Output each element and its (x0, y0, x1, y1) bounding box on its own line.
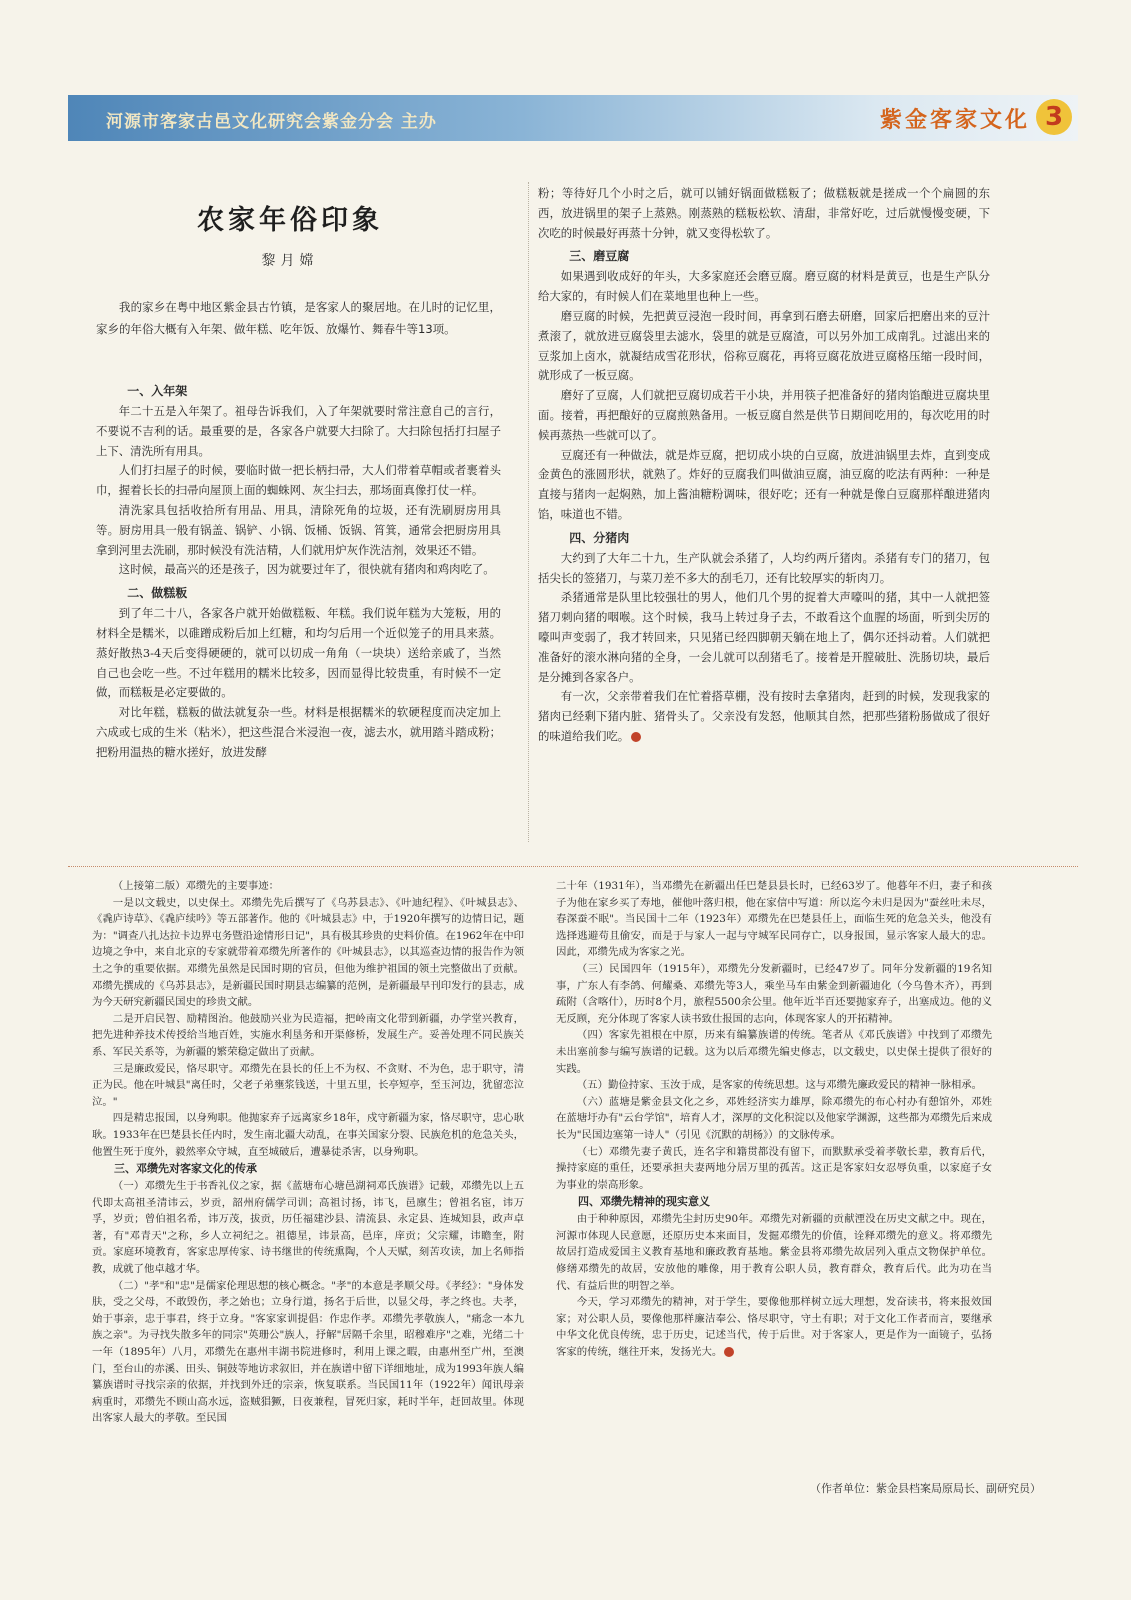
paragraph: 三是廉政爱民，恪尽职守。邓缵先在县长的任上不为权、不贪财、不为色，忠于职守，清正为民。他在叶城县"离任时，父老子弟壅浆钱送，十里五里，长亭短亭，至玉河边，犹留恋泣泣。" (92, 1062, 524, 1108)
paragraph-text: 今天，学习邓缵先的精神，对于学生，要像他那样树立远大理想，发奋读书，将来报效国家；对公职人员，要像他那样廉洁奉公、恪尽职守，守土有职；对于文化工作者而言，要继承中华文化优良传统，忠于历史，记述当代，传于后世。对于客家人，更是作为一面镜子，弘扬客家的传统，继往开来，发扬光大。 (556, 1296, 992, 1359)
paragraph: （六）蓝塘是紫金县文化之乡，邓姓经济实力雄厚，除邓缵先的布心村办有憩馆外，邓姓在蓝塘圩办有"云台学馆"，培育人才，深厚的文化积淀以及他家学渊源，这些都为邓缵先后来成长为"民国边塞第一诗人"（引见《沉默的胡杨》）的文脉传承。 (556, 1095, 992, 1141)
paragraph: 对比年糕，糕粄的做法就复杂一些。材料是根据糯米的软硬程度而决定加上六成或七成的生米（粘米），把这些混合米浸泡一夜，滤去水，就用踏斗踏成粉；把粉用温热的糖水搓好，放进发酵 (96, 705, 501, 759)
section-heading: 三、邓缵先对客家文化的传承 (114, 1162, 257, 1176)
paragraph: 到了年二十八，各家各户就开始做糕粄、年糕。我们说年糕为大笼粄，用的材料全是糯米，以碓蹭成粉后加上红糖，和均匀后用一个近似笼子的用具来蒸。蒸好散热3-4天后变得硬硬的，就可以切成一角角（一块块）送给亲戚了，当然自己也会吃一些。不过年糕用的糯米比较多，因而显得比较贵重，有时候不一定做，而糕粄是必定要做的。 (96, 606, 501, 700)
paragraph: 人们打扫屋子的时候，要临时做一把长柄扫帚，大人们带着草帽或者裹着头巾，握着长长的扫帚向屋顶上面的蜘蛛网、灰尘扫去，那场面真像打仗一样。 (96, 463, 501, 498)
article1-right-column (538, 184, 990, 856)
paragraph: 年二十五是入年架了。祖母告诉我们，入了年架就要时常注意自己的言行，不要说不吉利的话。最重要的是，各家各户就要大扫除了。大扫除包括打扫屋子上下、清洗所有用具。 (96, 404, 501, 458)
lead-line: （上接第二版）邓缵先的主要事迹： (112, 880, 280, 892)
article-intro (96, 296, 501, 340)
intro-paragraph: 我的家乡在粤中地区紫金县古竹镇，是客家人的聚居地。在儿时的记忆里，家乡的年俗大概有入年架、做年糕、吃年饭、放爆竹、舞春牛等13项。 (96, 300, 501, 336)
column-separator (528, 182, 529, 842)
page-header-band (68, 95, 1078, 141)
publication-title: 紫金客家文化 (879, 107, 1030, 133)
paragraph: 磨好了豆腐，人们就把豆腐切成若干小块，并用筷子把准备好的猪肉馅酿进豆腐块里面。接着，再把酿好的豆腐煎熟备用。一板豆腐自然是供节日期间吃用的，每次吃用的时候再蒸热一些就可以了。 (538, 388, 990, 442)
paragraph: 由于种种原因，邓缵先尘封历史90年。邓缵先对新疆的贡献湮没在历史文献之中。现在，河源市体现人民意愿，还原历史本来面目，发掘邓缵先的价值，诠释邓缵先的意义。将邓缵先故居打造成爱国主义教育基地和廉政教育基地。紫金县将邓缵先故居列入重点文物保护单位。修缮邓缵先的故居，安放他的雕像，用于教育公职人员，教育群众，教育后代。此为功在当代、有益后世的明智之举。 (556, 1213, 992, 1292)
section-heading: 四、分猪肉 (569, 530, 630, 545)
paragraph: 杀猪通常是队里比较强壮的男人，他们几个男的捉着大声嚎叫的猪，其中一人就把签猪刀刺向猪的咽喉。这个时候，我马上转过身子去，不敢看这个血腥的场面，听到尖厉的嚎叫声变弱了，我才转回来，只见猪已经四脚朝天躺在地上了，偶尔还抖动着。人们就把准备好的滚水淋向猪的全身，一会儿就可以刮猪毛了。接着是开膛破肚、洗肠切块，最后是分摊到各家各户。 (538, 590, 990, 684)
article2-left-column (92, 878, 524, 1468)
article-title: 农家年俗印象 (197, 205, 383, 236)
paragraph: （五）勤俭持家、玉汝于成，是客家的传统思想。这与邓缵先廉政爱民的精神一脉相承。 (576, 1079, 983, 1092)
section-heading: 一、入年架 (127, 384, 188, 398)
end-mark-icon (724, 1347, 734, 1357)
article2-right-column (556, 878, 992, 1468)
paragraph-text: 有一次，父亲带着我们在忙着搭草棚，没有按时去拿猪肉，赶到的时候，发现我家的猪肉已经剩下猪内脏、猪骨头了。父亲没有发怒，他顺其自然，把那些猪粉肠做成了很好的味道给我们吃。 (538, 689, 990, 743)
paragraph: （四）客家先祖根在中原，历来有编纂族谱的传统。笔者从《邓氏族谱》中找到了邓缵先未出塞前参与编写族谱的记载。这为以后邓缵先编史修志，以文载史，以史保土提供了很好的实践。 (556, 1029, 992, 1075)
paragraph (556, 1294, 992, 1360)
author-affiliation: （作者单位：紫金县档案局原局长、副研究员） (810, 1482, 1041, 1495)
article1-left-column (96, 378, 501, 864)
page-number-badge: 3 (1036, 99, 1072, 135)
paragraph: 粉；等待好几个小时之后，就可以铺好锅面做糕粄了；做糕粄就是搓成一个个扁圆的东西，放进锅里的架子上蒸熟。刚蒸熟的糕粄松软、清甜，非常好吃，过后就慢慢变硬，下次吃的时候最好再蒸十分钟，就又变得松软了。 (538, 186, 990, 240)
article-author: 黎月嫦 (261, 253, 319, 269)
paragraph (538, 687, 990, 746)
publisher-text: 河源市客家古邑文化研究会紫金分会 主办 (106, 112, 437, 132)
paragraph: （一）邓缵先生于书香礼仪之家，据《蓝塘布心塘邑湖祠邓氏族谱》记载，邓缵先以上五代即太高祖圣清讳云，岁贡，韶州府儒学司训；高祖讨扬，讳飞，邑廪生；曾祖名宦，讳万孚，岁贡；曾伯祖名希，讳万茂，拔贡，历任福建沙县、清流县、永定县、连城知县，政声卓著，有"邓青天"之称，乡人立祠纪之。祖德星，讳景高，邑庠，庠贡；父宗耀，讳瞻奎，附贡。家庭环境教育，客家忠厚传家、诗书继世的传统熏陶，个人天赋，刻苦攻读，加上名师指教，成就了他卓越才华。 (92, 1180, 524, 1276)
end-mark-icon (631, 732, 641, 742)
paragraph: 二十年（1931年），当邓缵先在新疆出任巴楚县县长时，已经63岁了。他暮年不归，妻子和孩子为他在家乡买了寿地，催他叶落归根，他在家信中写道：所以迄今未归是因为"蚕丝吐未尽，春深蚕不眠"。当民国十二年（1923年）邓缵先在巴楚县任上，面临生死的危急关头，他没有选择逃避苟且偷安，而是于与家人一起与守城军民同存亡，以身报国，显示客家人最大的忠。因此，邓缵先成为客家之光。 (556, 880, 992, 959)
paragraph: 一是以文载史，以史保土。邓缵先先后撰写了《乌苏县志》、《叶迪纪程》、《叶城县志》、《毳庐诗草》、《毳庐续吟》等五部著作。他的《叶城县志》中，于1920年撰写的边情日记，题为："调查八扎达拉卡边界屯务暨沿途情形日记"，具有极其珍贵的史料价值。在1962年在中印边境之争中，来自北京的专家就带着邓缵先所著作的《叶城县志》，以其巡查边情的报告作为领土之争的重要依据。邓缵先虽然是民国时期的官员，但他为维护祖国的领土完整做出了贡献。邓缵先撰成的《乌苏县志》，是新疆民国时期县志编纂的范例，是新疆最早刊印发行的县志，成为今天研究新疆民国史的珍贵文献。 (92, 896, 524, 1009)
paragraph: 这时候，最高兴的还是孩子，因为就要过年了，很快就有猪肉和鸡肉吃了。 (118, 562, 495, 577)
paragraph: 二是开启民智、励精图治。他鼓励兴业为民造福，把岭南文化带到新疆，办学堂兴教育，把先进种养技术传授给当地百姓，实施水利垦务和开渠修桥，发展生产。妥善处理不同民族关系、军民关系等，为新疆的繁荣稳定做出了贡献。 (92, 1012, 524, 1058)
paragraph: 大约到了大年二十九，生产队就会杀猪了，人均约两斤猪肉。杀猪有专门的猪刀，包括尖长的签猪刀，与菜刀差不多大的刮毛刀，还有比较厚实的斩肉刀。 (538, 550, 990, 585)
paragraph: 磨豆腐的时候，先把黄豆浸泡一段时间，再拿到石磨去研磨，回家后把磨出来的豆汁煮滚了，就放进豆腐袋里去滤水，袋里的就是豆腐渣，可以另外加工成南乳。过滤出来的豆浆加上卤水，就凝结成雪花形状，俗称豆腐花，再将豆腐花放进豆腐格压缩一段时间，就形成了一板豆腐。 (538, 308, 990, 383)
section-heading: 二、做糕粄 (127, 586, 188, 601)
paragraph: （七）邓缵先妻子黄氏，连名字和籍贯都没有留下，而默默承受着孝敬长辈，教育后代，操持家庭的重任，还要承担夫妻两地分居万里的孤苦。这正是客家妇女忍辱负重，以家庭子女为事业的崇高形象。 (556, 1145, 992, 1191)
paragraph: （二）"孝"和"忠"是儒家伦理思想的核心概念。"孝"的本意是孝顺父母。《孝经》："身体发肤，受之父母，不敢毁伤，孝之始也；立身行道，扬名于后世，以显父母，孝之终也。夫孝，始于事亲，忠于事君，终于立身。"客家家训提倡：作忠作孝。邓缵先孝敬族人，"痛念一本九族之亲"。为寻找失散多年的同宗"英珊公"族人，抒解"居隔千余里，昭穆难序"之难，光绪二十一年（1895年）八月，邓缵先在惠州丰湖书院进修时，利用上课之暇，由惠州至广州，至澳门，至台山的赤溪、田头、铜鼓等地访求叙旧，并在族谱中留下详细地址，成为1993年族人编纂族谱时寻找宗亲的依据，并找到外迁的宗亲，恢复联系。当民国11年（1922年）闻讯母亲病重时，邓缵先不顾山高水远，盗贼猖獗，日夜兼程，冒死归家，耗时半年，赶回故里。体现出客家人最大的孝敬。至民国 (92, 1279, 524, 1425)
paragraph: 四是精忠报国，以身殉职。他抛家弃子远离家乡18年，戍守新疆为家，恪尽职守，忠心耿耿。1933年在巴楚县长任内时，发生南北疆大动乱，在事关国家分裂、民族危机的危急关头，他置生死于度外，毅然率众守城，直至城破后，遭暴徒杀害，以身殉职。 (92, 1112, 524, 1158)
section-heading: 四、邓缵先精神的现实意义 (578, 1195, 710, 1209)
section-divider (68, 866, 1078, 867)
paragraph: 豆腐还有一种做法，就是炸豆腐，把切成小块的白豆腐，放进油锅里去炸，直到变成金黄色的涨圆形状，就熟了。炸好的豆腐我们叫做油豆腐，油豆腐的吃法有两种：一种是直接与猪肉一起焖熟，加上酱油糖粉调味，很好吃；还有一种就是像白豆腐那样酿进猪肉馅，味道也不错。 (538, 447, 990, 521)
paragraph: （三）民国四年（1915年），邓缵先分发新疆时，已经47岁了。同年分发新疆的19名知事，广东人有李鸽、何耀桑、邓缵先等3人，乘坐马车由紫金到新疆迪化（今乌鲁木齐），再到疏附（含喀什），历时8个月，旅程5500余公里。他年近半百还要抛家弃子，出塞成边。他的义无反顾，充分体现了客家人读书致仕报国的志向，体现客家人的开拓精神。 (556, 962, 992, 1025)
section-heading: 三、磨豆腐 (569, 249, 630, 264)
paragraph: 如果遇到收成好的年头，大多家庭还会磨豆腐。磨豆腐的材料是黄豆，也是生产队分给大家的，有时候人们在菜地里也种上一些。 (538, 269, 990, 304)
paragraph: 清洗家具包括收拾所有用品、用具，清除死角的垃圾，还有洗刷厨房用具等。厨房用具一般有锅盖、锅铲、小锅、饭桶、饭锅、筲箕，通常会把厨房用具拿到河里去洗刷，那时候没有洗洁精，人们就用炉灰作洗洁剂，效果还不错。 (96, 502, 501, 557)
